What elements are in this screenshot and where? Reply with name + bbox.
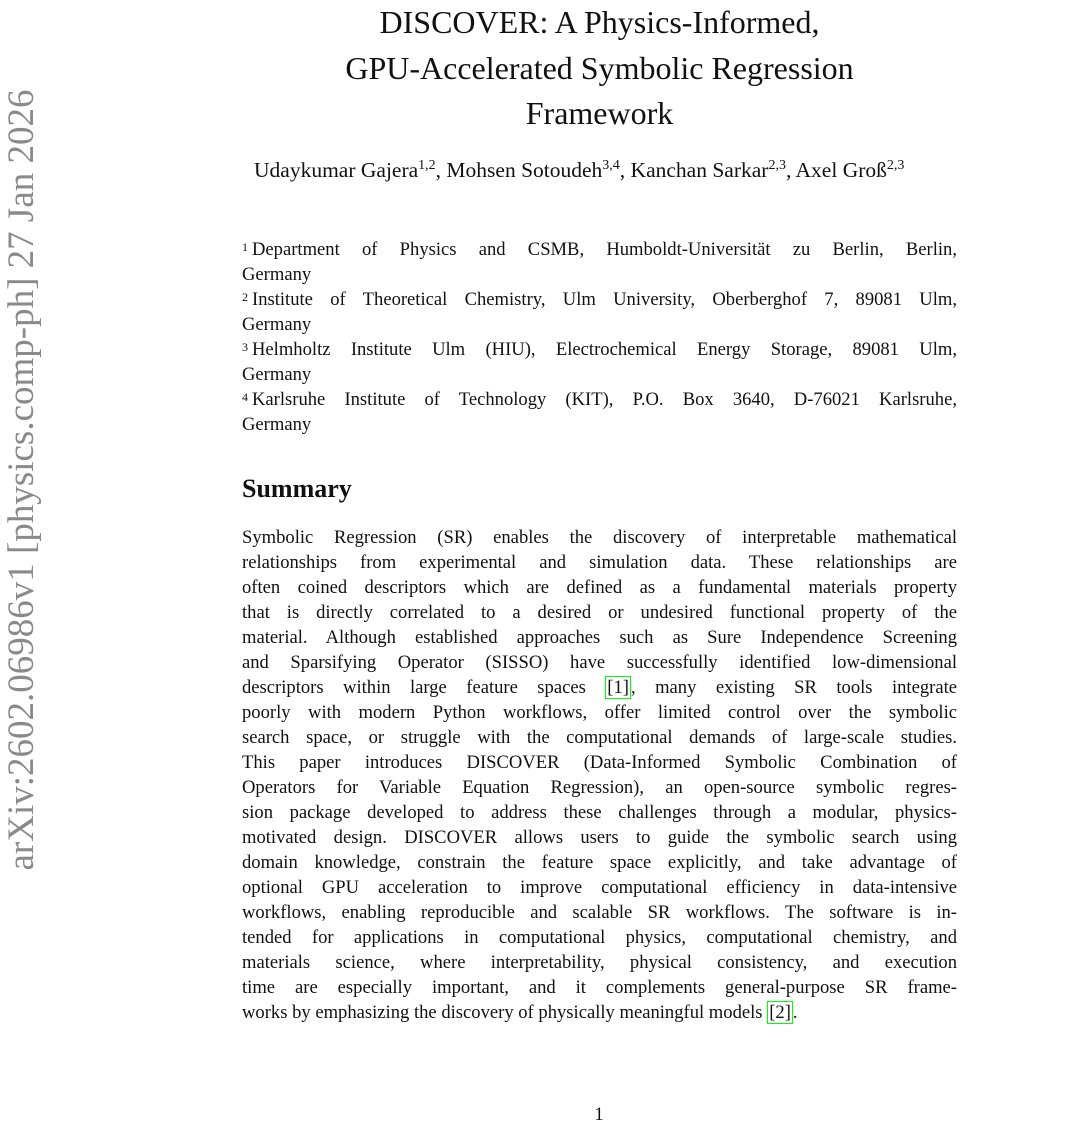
summary-line — [242, 825, 957, 850]
summary-line — [242, 700, 957, 725]
summary-line — [242, 575, 957, 600]
summary-text: works by emphasizing the discovery of physically meaningful models — [242, 1002, 763, 1023]
affiliation-text: Institute of Theoretical Chemistry, Ulm University, Oberberghof 7, 89081 Ulm, — [252, 289, 957, 310]
page-number: 1 — [594, 1104, 604, 1125]
summary-line — [242, 925, 957, 950]
affiliation-number: 1 — [242, 240, 248, 254]
summary-text: that is directly correlated to a desired or undesired functional property of the — [242, 602, 957, 623]
author-name: Kanchan Sarkar — [630, 158, 769, 182]
author-name: Mohsen Sotoudeh — [446, 158, 603, 182]
summary-text: domain knowledge, constrain the feature space explicitly, and take advantage of — [242, 852, 957, 873]
author-affiliation: 3,4 — [602, 158, 620, 173]
summary-body — [242, 525, 957, 1025]
summary-text: workflows, enabling reproducible and scalable SR workflows. The software is in- — [242, 902, 957, 923]
affiliation-text: Helmholtz Institute Ulm (HIU), Electrochemical Energy Storage, 89081 Ulm, — [252, 339, 957, 360]
summary-text: relationships from experimental and simulation data. These relationships are — [242, 552, 957, 573]
affiliation-line — [242, 387, 957, 412]
author-affiliation: 1,2 — [418, 158, 436, 173]
summary-line — [242, 975, 957, 1000]
summary-text: material. Although established approaches such as Sure Independence Screening — [242, 627, 957, 648]
summary-text: and Sparsifying Operator (SISSO) have successfully identified low-dimensional — [242, 652, 957, 673]
summary-line — [242, 725, 957, 750]
title-line: DISCOVER: A Physics-Informed, — [379, 4, 820, 40]
summary-line — [242, 525, 957, 550]
affiliation-text: Germany — [242, 364, 312, 385]
author-name: Udaykumar Gajera — [254, 158, 419, 182]
summary-text: tended for applications in computational physics, computational chemistry, and — [242, 927, 957, 948]
summary-line — [242, 775, 957, 800]
affiliation-number: 3 — [242, 340, 248, 354]
affiliation-number: 2 — [242, 290, 248, 304]
citation-number: 2 — [775, 1002, 785, 1023]
affiliation-line — [242, 362, 957, 387]
summary-line — [242, 900, 957, 925]
summary-text: sion package developed to address these challenges through a modular, physics- — [242, 802, 957, 823]
affiliation-line — [242, 412, 957, 437]
summary-text: optional GPU acceleration to improve computational efficiency in data-intensive — [242, 877, 957, 898]
author-affiliation: 2,3 — [886, 158, 905, 173]
affiliation-text: Karlsruhe Institute of Technology (KIT), P.O. Box 3640, D-76021 Karlsruhe, — [252, 389, 957, 410]
citation-link[interactable]: [1] — [607, 677, 629, 698]
summary-line — [242, 1000, 957, 1025]
affiliation-line — [242, 262, 957, 287]
summary-text: often coined descriptors which are defined as a fundamental materials property — [242, 577, 957, 598]
summary-line — [242, 875, 957, 900]
summary-text: search space, or struggle with the computational demands of large-scale studies. — [242, 727, 957, 748]
title-line: Framework — [525, 95, 674, 131]
affiliation-text: Germany — [242, 314, 312, 335]
summary-line — [242, 650, 957, 675]
arxiv-identifier: arXiv:2602.06986v1 [physics.comp-ph] 27 Jan 2026 — [1, 89, 42, 871]
affiliation-number: 4 — [242, 390, 248, 404]
affiliation-line — [242, 287, 957, 312]
summary-line — [242, 550, 957, 575]
affiliation-text: Department of Physics and CSMB, Humboldt-Universität zu Berlin, Berlin, — [252, 239, 957, 260]
summary-line — [242, 625, 957, 650]
affiliations — [242, 237, 957, 437]
citation-number: 1 — [613, 677, 623, 698]
summary-text: , many existing SR tools integrate — [631, 677, 957, 698]
affiliation-line — [242, 312, 957, 337]
affiliation-line — [242, 337, 957, 362]
title-line: GPU-Accelerated Symbolic Regression — [345, 49, 854, 86]
summary-line — [242, 950, 957, 975]
summary-line — [242, 800, 957, 825]
summary-text: . — [792, 1002, 798, 1023]
author-name: Axel Groß — [795, 158, 887, 182]
summary-text: motivated design. DISCOVER allows users to guide the symbolic search using — [242, 827, 957, 848]
summary-text: materials science, where interpretability, physical consistency, and execution — [242, 952, 957, 973]
paper-title — [242, 0, 957, 137]
author-list: Udaykumar Gajera$^{1,2}$, Mohsen Sotoudeh$^{3,4}$, Kanchan Sarkar$^{2,3}$, Axel Groß$^{2,3}$ — [254, 158, 905, 182]
summary-line — [242, 675, 957, 700]
affiliation-text: Germany — [242, 414, 312, 435]
summary-line — [242, 600, 957, 625]
summary-line — [242, 850, 957, 875]
summary-text: Symbolic Regression (SR) enables the discovery of interpretable mathematical — [242, 527, 957, 548]
section-heading-summary: Summary — [242, 474, 352, 503]
summary-text: Operators for Variable Equation Regression), an open-source symbolic regres- — [242, 777, 957, 798]
author-affiliation: 2,3 — [768, 158, 786, 173]
summary-text: descriptors within large feature spaces — [242, 677, 586, 698]
citation-link[interactable]: [2] — [769, 1002, 791, 1023]
summary-text: poorly with modern Python workflows, offer limited control over the symbolic — [242, 702, 957, 723]
summary-line — [242, 750, 957, 775]
affiliation-text: Germany — [242, 264, 312, 285]
affiliation-line — [242, 237, 957, 262]
summary-text: This paper introduces DISCOVER (Data-Informed Symbolic Combination of — [242, 752, 957, 773]
summary-text: time are especially important, and it complements general-purpose SR frame- — [242, 977, 957, 998]
